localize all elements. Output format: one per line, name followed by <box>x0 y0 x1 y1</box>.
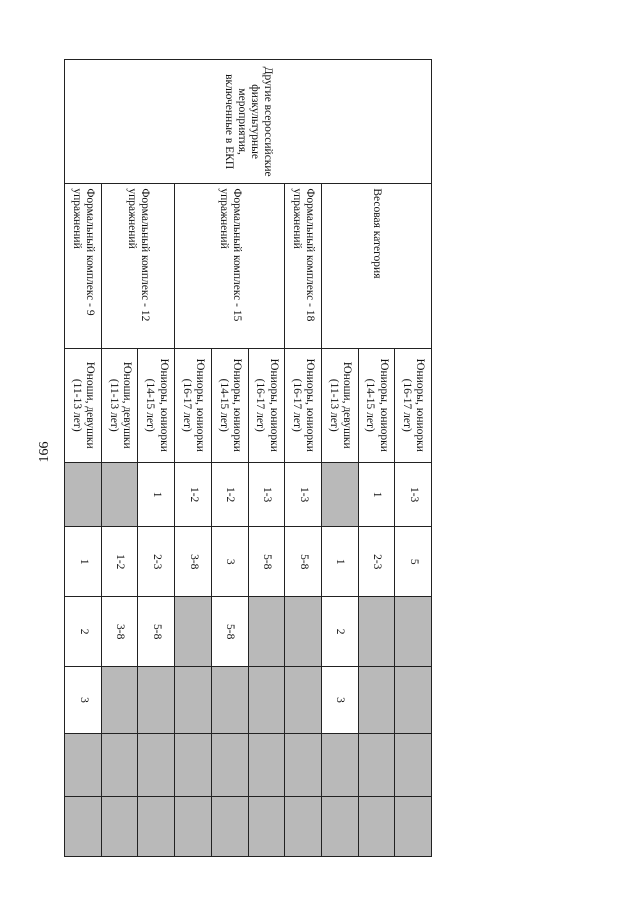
category-label: Формальный комплекс - 18 упражнений <box>285 184 322 348</box>
empty-cell <box>138 667 175 734</box>
empty-cell <box>175 667 212 734</box>
place-cell: 5-8 <box>138 597 175 667</box>
table-row <box>395 60 432 857</box>
empty-cell <box>138 733 175 796</box>
place-cell: 1-3 <box>395 462 432 526</box>
category-label: Формальный комплекс - 15 упражнений <box>175 184 285 348</box>
empty-cell <box>358 733 395 796</box>
category-label: Формальный комплекс - 12 упражнений <box>101 184 174 348</box>
empty-cell <box>101 733 138 796</box>
age-group: Юниоры, юниорки (16-17 лет) <box>395 348 432 462</box>
age-group: Юноши, девушки (11-13 лет) <box>101 348 138 462</box>
age-group: Юноши, девушки (11-13 лет) <box>65 348 102 462</box>
place-cell: 3 <box>65 667 102 734</box>
age-group: Юниоры, юниорки (14-15 лет) <box>138 348 175 462</box>
empty-cell <box>101 462 138 526</box>
empty-cell <box>395 597 432 667</box>
place-cell: 1 <box>321 527 358 597</box>
empty-cell <box>101 797 138 857</box>
page-number: 166 <box>37 441 52 463</box>
age-group: Юниоры, юниорки (14-15 лет) <box>211 348 248 462</box>
place-cell: 3 <box>211 527 248 597</box>
empty-cell <box>285 597 322 667</box>
age-group: Юниоры, юниорки (16-17 лет) <box>248 348 285 462</box>
empty-cell <box>175 797 212 857</box>
empty-cell <box>65 733 102 796</box>
age-group: Юноши, девушки (11-13 лет) <box>321 348 358 462</box>
place-cell: 1-2 <box>175 462 212 526</box>
empty-cell <box>211 797 248 857</box>
empty-cell <box>101 667 138 734</box>
place-cell: 2-3 <box>358 527 395 597</box>
category-label: Формальный комплекс - 9 упражнений <box>65 184 102 348</box>
empty-cell <box>65 797 102 857</box>
empty-cell <box>395 797 432 857</box>
place-cell: 2 <box>65 597 102 667</box>
place-cell: 1-3 <box>285 462 322 526</box>
place-cell: 1 <box>65 527 102 597</box>
empty-cell <box>285 797 322 857</box>
place-cell: 5-8 <box>285 527 322 597</box>
empty-cell <box>395 667 432 734</box>
empty-cell <box>358 667 395 734</box>
empty-cell <box>211 733 248 796</box>
empty-cell <box>321 797 358 857</box>
place-cell: 1 <box>358 462 395 526</box>
empty-cell <box>65 462 102 526</box>
place-cell: 3-8 <box>101 597 138 667</box>
place-cell: 3 <box>321 667 358 734</box>
place-cell: 5-8 <box>211 597 248 667</box>
empty-cell <box>395 733 432 796</box>
age-group: Юниоры, юниорки (16-17 лет) <box>285 348 322 462</box>
empty-cell <box>285 733 322 796</box>
place-cell: 1-3 <box>248 462 285 526</box>
place-cell: 1-2 <box>211 462 248 526</box>
empty-cell <box>321 462 358 526</box>
empty-cell <box>358 597 395 667</box>
empty-cell <box>248 597 285 667</box>
group-label: Другие всероссийские физкультурные мероприятия, включенные в ЕКП <box>65 60 432 184</box>
empty-cell <box>248 667 285 734</box>
age-group: Юниоры, юниорки (14-15 лет) <box>358 348 395 462</box>
empty-cell <box>358 797 395 857</box>
place-cell: 3-8 <box>175 527 212 597</box>
place-cell: 5-8 <box>248 527 285 597</box>
results-table <box>64 59 432 857</box>
empty-cell <box>321 733 358 796</box>
place-cell: 2-3 <box>138 527 175 597</box>
empty-cell <box>138 797 175 857</box>
place-cell: 2 <box>321 597 358 667</box>
empty-cell <box>248 797 285 857</box>
results-table-container <box>65 59 432 857</box>
empty-cell <box>248 733 285 796</box>
empty-cell <box>175 733 212 796</box>
place-cell: 1-2 <box>101 527 138 597</box>
category-label: Весовая категория <box>321 184 431 348</box>
empty-cell <box>285 667 322 734</box>
empty-cell <box>211 667 248 734</box>
age-group: Юниоры, юниорки (16-17 лет) <box>175 348 212 462</box>
place-cell: 5 <box>395 527 432 597</box>
place-cell: 1 <box>138 462 175 526</box>
results-table-body <box>65 60 432 857</box>
empty-cell <box>175 597 212 667</box>
